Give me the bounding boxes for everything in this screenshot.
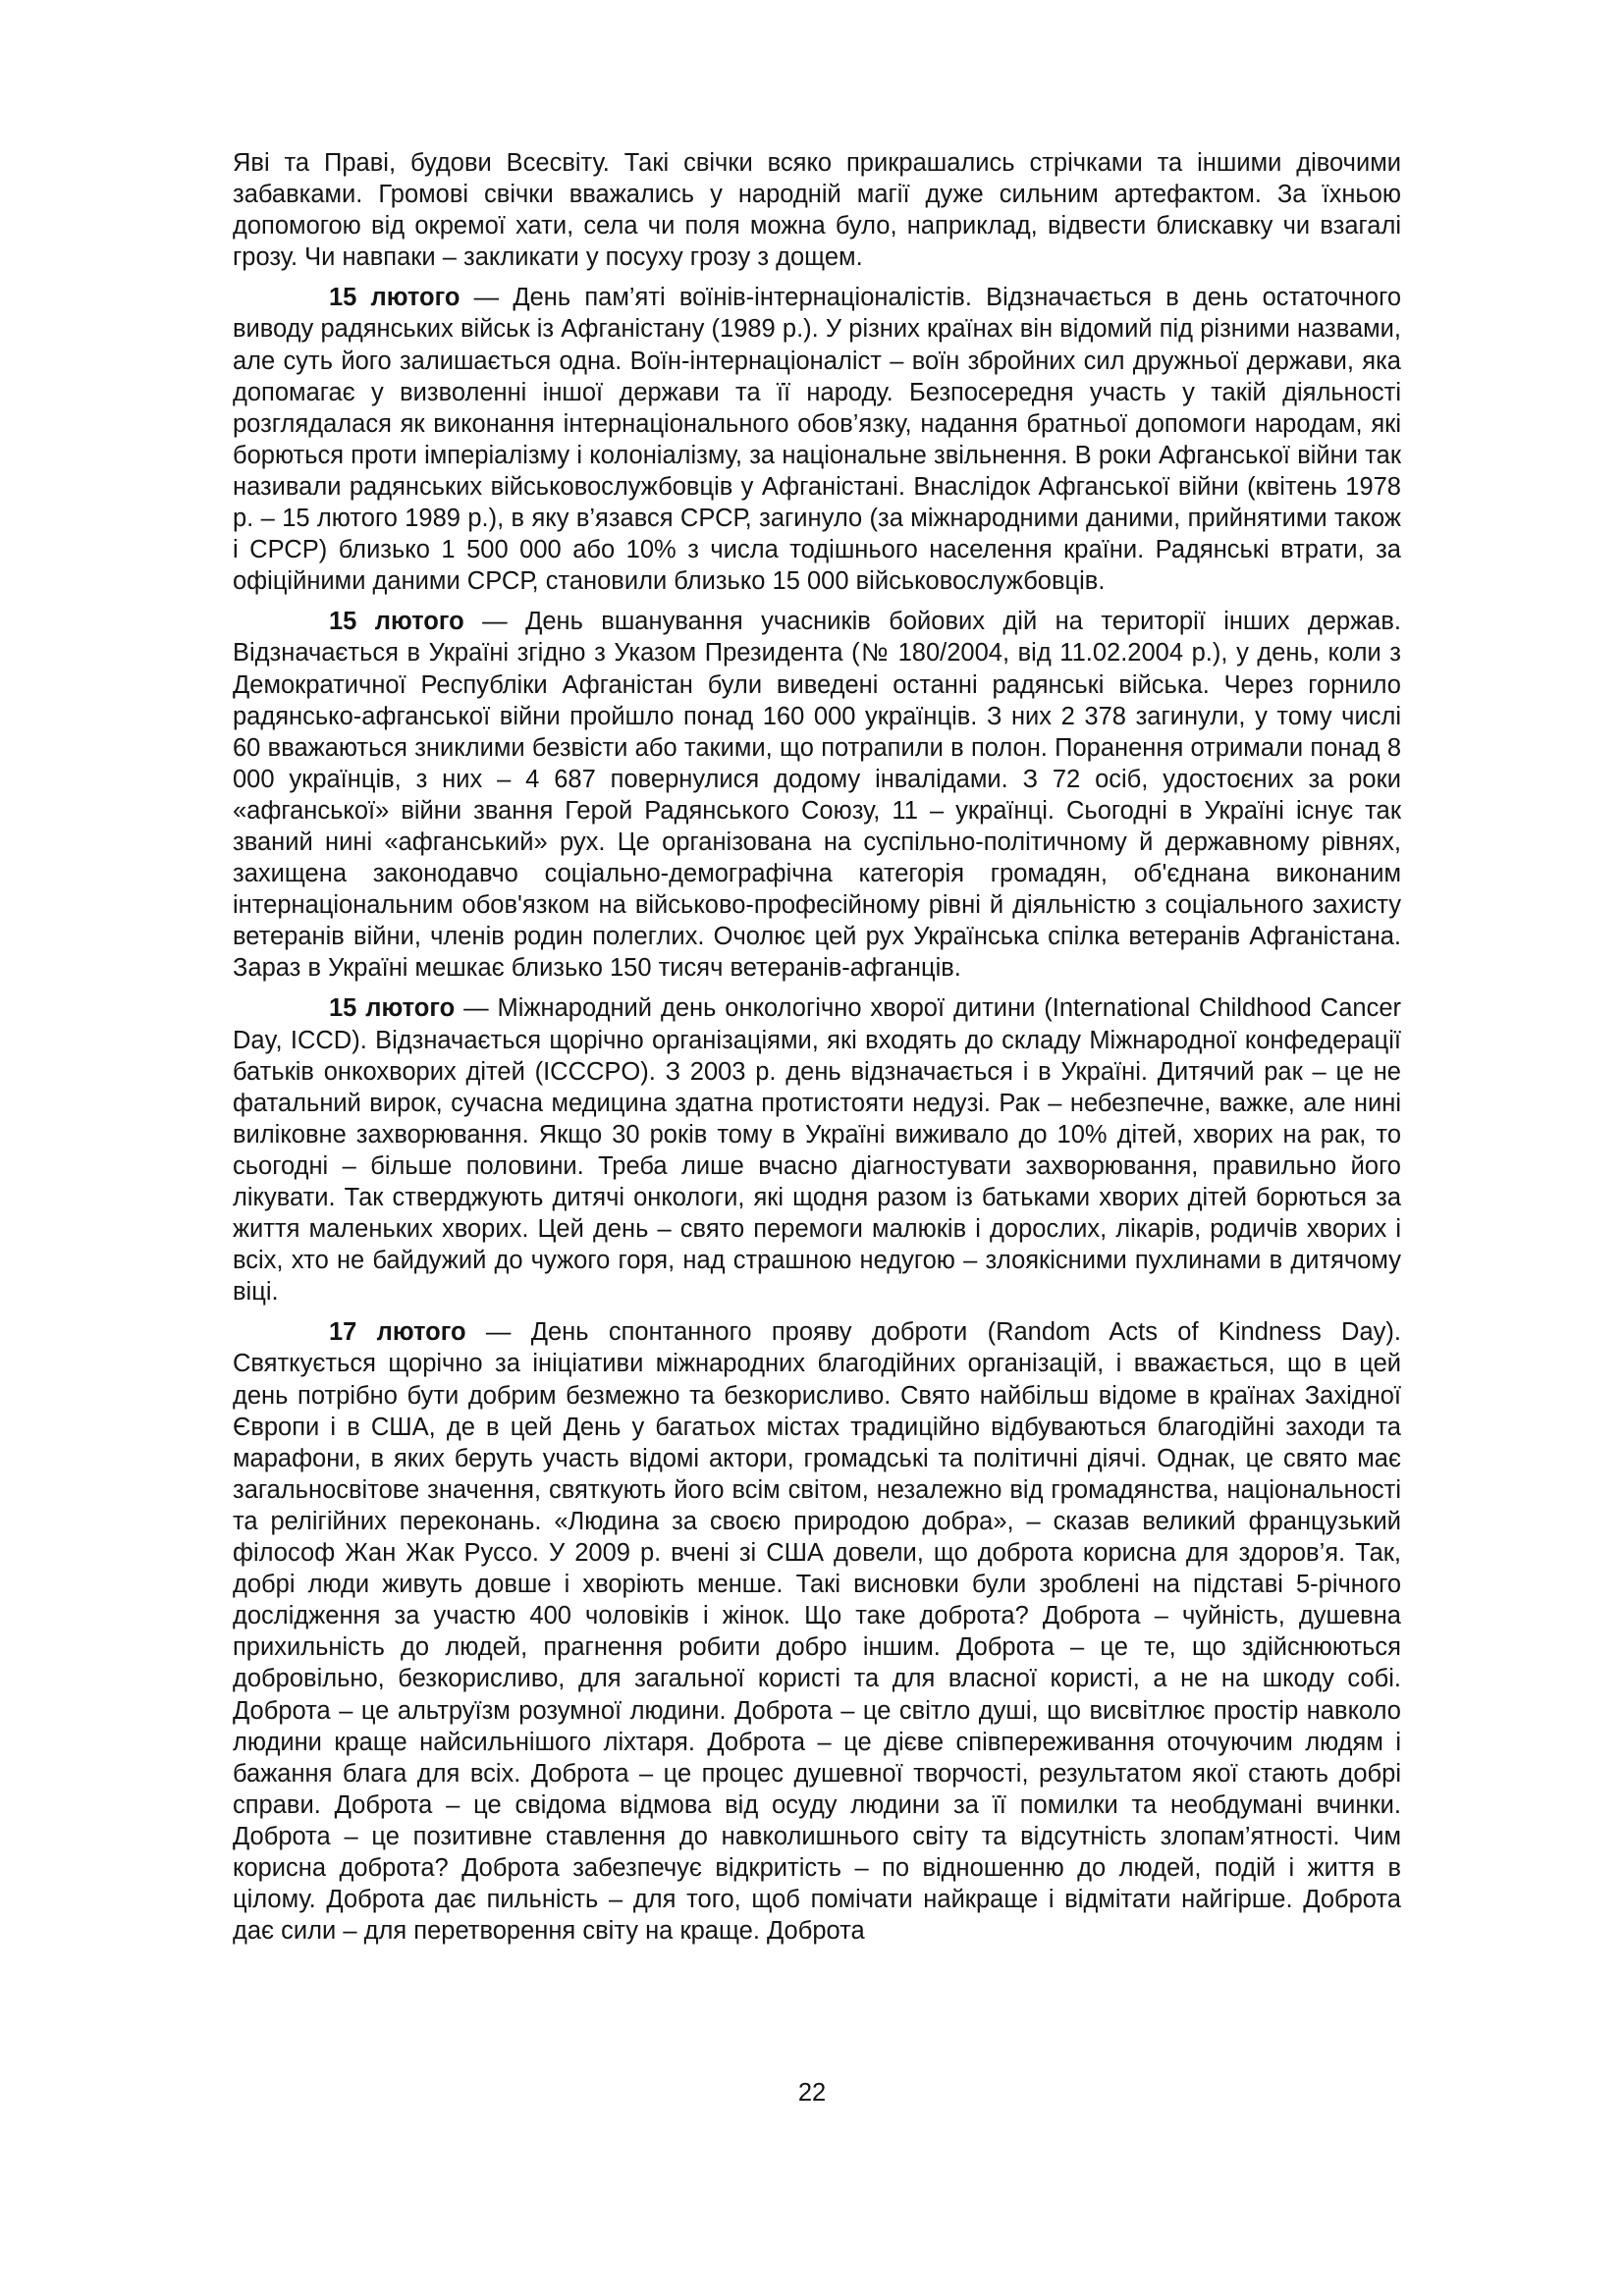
paragraph-continuation	[233, 147, 1401, 273]
paragraph-feb17-kindness	[233, 1316, 1401, 1947]
paragraph-text: — День пам’яті воїнів-інтернаціоналістів. Відзначається в день остаточного виводу радянських військ із Афганістану (1989 р.). У різних країнах він відомий під різними назвами, але суть його залишається одна. Воїн-інтернаціоналіст – воїн збройних сил дружньої держави, яка допомагає у визволенні іншої держави та її народу. Безпосередня участь у такій діяльності розглядалася як виконання інтернаціонального обов’язку, надання братньої допомоги народам, які борються проти імперіалізму і колоніалізму, за національне звільнення. В роки Афганської війни так називали радянських військовослужбовців у Афганістані. Внаслідок Афганської війни (квітень 1978 р. – 15 лютого 1989 р.), в яку в’язався СРСР, загинуло (за міжнародними даними, прийнятими також і СРСР) близько 1 500 000 або 10% з числа тодішнього населення країни. Радянські втрати, за офіційними даними СРСР, становили близько 15 000 військовослужбовців.	[233, 284, 1401, 596]
paragraph-date: 15 лютого	[329, 994, 456, 1023]
paragraph-date: 17 лютого	[329, 1318, 466, 1347]
paragraph-feb15-combat-veterans	[233, 606, 1401, 984]
paragraph-text: — Міжнародний день онкологічно хворої дитини (International Childhood Cancer Day, ICCD). Відзначається щорічно організаціями, які входять до складу Міжнародної конфедерації батьків онкохворих дітей (ICCCPO). З 2003 р. день відзначається і в Україні. Дитячий рак – це не фатальний вирок, сучасна медицина здатна протистояти недузі. Рак – небезпечне, важке, але нині виліковне захворювання. Якщо 30 років тому в Україні виживало до 10% дітей, хворих на рак, то сьогодні – більше половини. Треба лише вчасно діагностувати захворювання, правильно його лікувати. Так стверджують дитячі онкологи, які щодня разом із батьками хворих дітей борються за життя маленьких хворих. Цей день – свято перемоги малюків і дорослих, лікарів, родичів хворих і всіх, хто не байдужий до чужого горя, над страшною недугою – злоякісними пухлинами в дитячому віці.	[233, 994, 1401, 1307]
paragraph-text: — День спонтанного прояву доброти (Random Acts of Kindness Day). Святкується щорічно за ініціативи міжнародних благодійних організацій, і вважається, що в цей день потрібно бути добрим безмежно та безкорисливо. Свято найбільш відоме в країнах Західної Європи і в США, де в цей День у багатьох містах традиційно відбуваються благодійні заходи та марафони, в яких беруть участь відомі актори, громадські та політичні діячі. Однак, це свято має загальносвітове значення, святкують його всім світом, незалежно від громадянства, національності та релігійних переконань. «Людина за своєю природою добра», – сказав великий французький філософ Жан Жак Руссо. У 2009 р. вчені зі США довели, що доброта корисна для здоров’я. Так, добрі люди живуть довше і хворіють менше. Такі висновки були зроблені на підставі 5-річного дослідження за участю 400 чоловіків і жінок. Що таке доброта? Доброта – чуйність, душевна прихильність до людей, прагнення робити добро іншим. Доброта – це те, що здійснюються добровільно, безкорисливо, для загальної користі та для власної користі, а не на шкоду собі. Доброта – це альтруїзм розумної людини. Доброта – це світло душі, що висвітлює простір навколо людини краще найсильнішого ліхтаря. Доброта – це дієве співпереживання оточуючим людям і бажання блага для всіх. Доброта – це процес душевної творчості, результатом якої стають добрі справи. Доброта – це свідома відмова від осуду людини за її помилки та необдумані вчинки. Доброта – це позитивне ставлення до навколишнього світу та відсутність злопам’ятності. Чим корисна доброта? Доброта забезпечує відкритість – по відношенню до людей, подій і життя в цілому. Доброта дає пильність – для того, щоб помічати найкраще і відмітати найгірше. Доброта дає сили – для перетворення світу на краще. Доброта	[233, 1318, 1401, 1946]
paragraph-date: 15 лютого	[329, 608, 464, 636]
paragraph-feb15-internationalists	[233, 282, 1401, 597]
document-body	[233, 147, 1401, 1955]
paragraph-feb15-childhood-cancer	[233, 992, 1401, 1308]
page-number: 22	[797, 2079, 827, 2107]
paragraph-date: 15 лютого	[329, 284, 460, 312]
paragraph-text: — День вшанування учасників бойових дій на території інших держав. Відзначається в Україні згідно з Указом Президента (№ 180/2004, від 11.02.2004 р.), у день, коли з Демократичної Республіки Афганістан були виведені останні радянські війська. Через горнило радянсько-афганської війни пройшло понад 160 000 українців. З них 2 378 загинули, у тому числі 60 вважаються зниклими безвісти або такими, що потрапили в полон. Поранення отримали понад 8 000 українців, з них – 4 687 повернулися додому інвалідами. З 72 осіб, удостоєних за роки «афганської» війни звання Герой Радянського Союзу, 11 – українці. Сьогодні в Україні існує так званий нині «афганський» рух. Це організована на суспільно-політичному й державному рівнях, захищена законодавчо соціально-демографічна категорія громадян, об'єднана виконаним інтернаціональним обов'язком на військово-професійному рівні й діяльністю з соціального захисту ветеранів війни, членів родин полеглих. Очолює цей рух Українська спілка ветеранів Афганістана. Зараз в Україні мешкає близько 150 тисяч ветеранів-афганців.	[233, 608, 1401, 983]
paragraph-text: Яві та Праві, будови Всесвіту. Такі свічки всяко прикрашались стрічками та іншими дівочими забавками. Громові свічки вважались у народній магії дуже сильним артефактом. За їхньою допомогою від окремої хати, села чи поля можна було, наприклад, відвести блискавку чи взагалі грозу. Чи навпаки – закликати у посуху грозу з дощем.	[233, 149, 1401, 272]
